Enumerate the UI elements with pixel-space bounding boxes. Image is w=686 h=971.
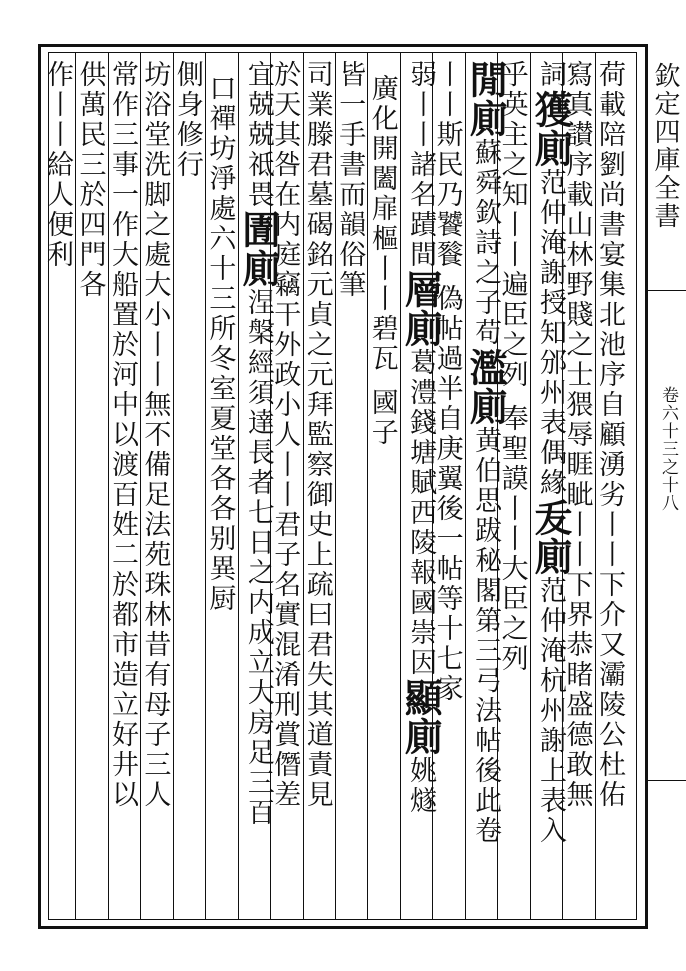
column-rule (530, 52, 531, 920)
column-rule (75, 52, 76, 920)
text-column (171, 60, 203, 180)
column-text: 范仲淹謝授知邠州表偶緣 (535, 168, 567, 498)
column-text: 常作三事一作大船置於河中以渡百姓二於都市造立好井以 (106, 60, 138, 810)
text-column (398, 60, 444, 816)
column-text: 詞 (535, 60, 567, 90)
column-text: 弱丨丨諸名蹟間 (405, 60, 437, 270)
book-title: 欽定四庫全書 (650, 62, 680, 230)
text-column (463, 60, 509, 846)
column-rule (205, 52, 206, 920)
column-rule (367, 52, 368, 920)
column-text: 偽帖過半自庚翼後一帖等十七家 (431, 284, 463, 704)
heading-term: 濫廁 (463, 348, 509, 426)
column-text: 口禪坊淨處六十三所冬室夏堂各各别異厨 (204, 74, 236, 614)
column-rule (173, 52, 174, 920)
heading-term: 獲廁 (528, 90, 574, 168)
heading-term: 叐廁 (528, 498, 574, 576)
column-rule (595, 52, 596, 920)
text-column (44, 60, 71, 270)
margin-rule-bottom (648, 780, 686, 781)
column-text: 奉聖謨丨丨大臣之列 (496, 404, 528, 674)
text-column (301, 60, 333, 810)
column-text: 荷載陪劉尚書宴集北池序自顧湧劣丨丨下介又灞陵公杜佑 (594, 60, 625, 810)
column-text: 廣化開闔扉樞丨丨碧瓦 (366, 74, 398, 374)
column-rule (335, 52, 336, 920)
margin-rule-top (648, 290, 686, 291)
text-column (334, 60, 366, 300)
heading-term: 閒廁 (463, 60, 509, 138)
column-text: 丨丨斯民乃饕餮 (431, 60, 463, 270)
column-rule (108, 52, 109, 920)
heading-term: 圊廁 (235, 210, 281, 288)
column-text: 蘇舜欽詩之子苟 (470, 138, 502, 348)
text-column (204, 60, 236, 614)
column-text: 葛澧錢塘賦西陵報國崇因 (405, 348, 437, 678)
column-text: 范仲淹杭州謝上表入 (535, 576, 567, 846)
column-rule (303, 52, 304, 920)
column-text: 乎英主之知丨丨遍臣之列 (496, 60, 528, 390)
text-column (139, 60, 171, 810)
text-column (366, 60, 398, 448)
column-text: 司業滕君墓碣銘元貞之元拜監察御史上疏曰君失其道責見 (301, 60, 333, 810)
column-text: 姚燧 (405, 756, 437, 816)
column-text: 側身修行 (171, 60, 203, 180)
column-text: 供萬民三於四門各 (74, 60, 106, 300)
column-text: 宜兢兢祗畏 (242, 60, 274, 210)
text-column (596, 60, 623, 810)
heading-term: 層廁 (398, 270, 444, 348)
column-text: 於天其咎在内庭竊干外政小人丨丨君子名實混淆刑賞僭差 (269, 60, 301, 810)
heading-term: 顯廁 (398, 678, 444, 756)
column-text: 涅槃經須達長者七日之内成立大房足三百 (242, 288, 274, 828)
section-label: 卷六十三之十八 (658, 386, 678, 512)
text-column (235, 60, 281, 828)
text-column (74, 60, 106, 300)
column-rule (400, 52, 401, 920)
column-rule (140, 52, 141, 920)
column-text: 作丨丨給人便利 (42, 60, 73, 270)
column-text: 國子 (366, 388, 398, 448)
column-rule (465, 52, 466, 920)
column-text: 皆一手書而韻俗筆 (334, 60, 366, 300)
text-column (528, 60, 574, 846)
column-rule (238, 52, 239, 920)
column-text: 寫真讃序載山林野賤之士猥辱睚眦丨丨下界恭睹盛德敢無 (561, 60, 593, 810)
column-text: 坊浴堂洗脚之處大小丨丨無不備足法苑珠林昔有母子三人 (139, 60, 171, 810)
column-text: 黄伯思跋秘閣第三弓法帖後此卷 (470, 426, 502, 846)
text-column (106, 60, 138, 810)
